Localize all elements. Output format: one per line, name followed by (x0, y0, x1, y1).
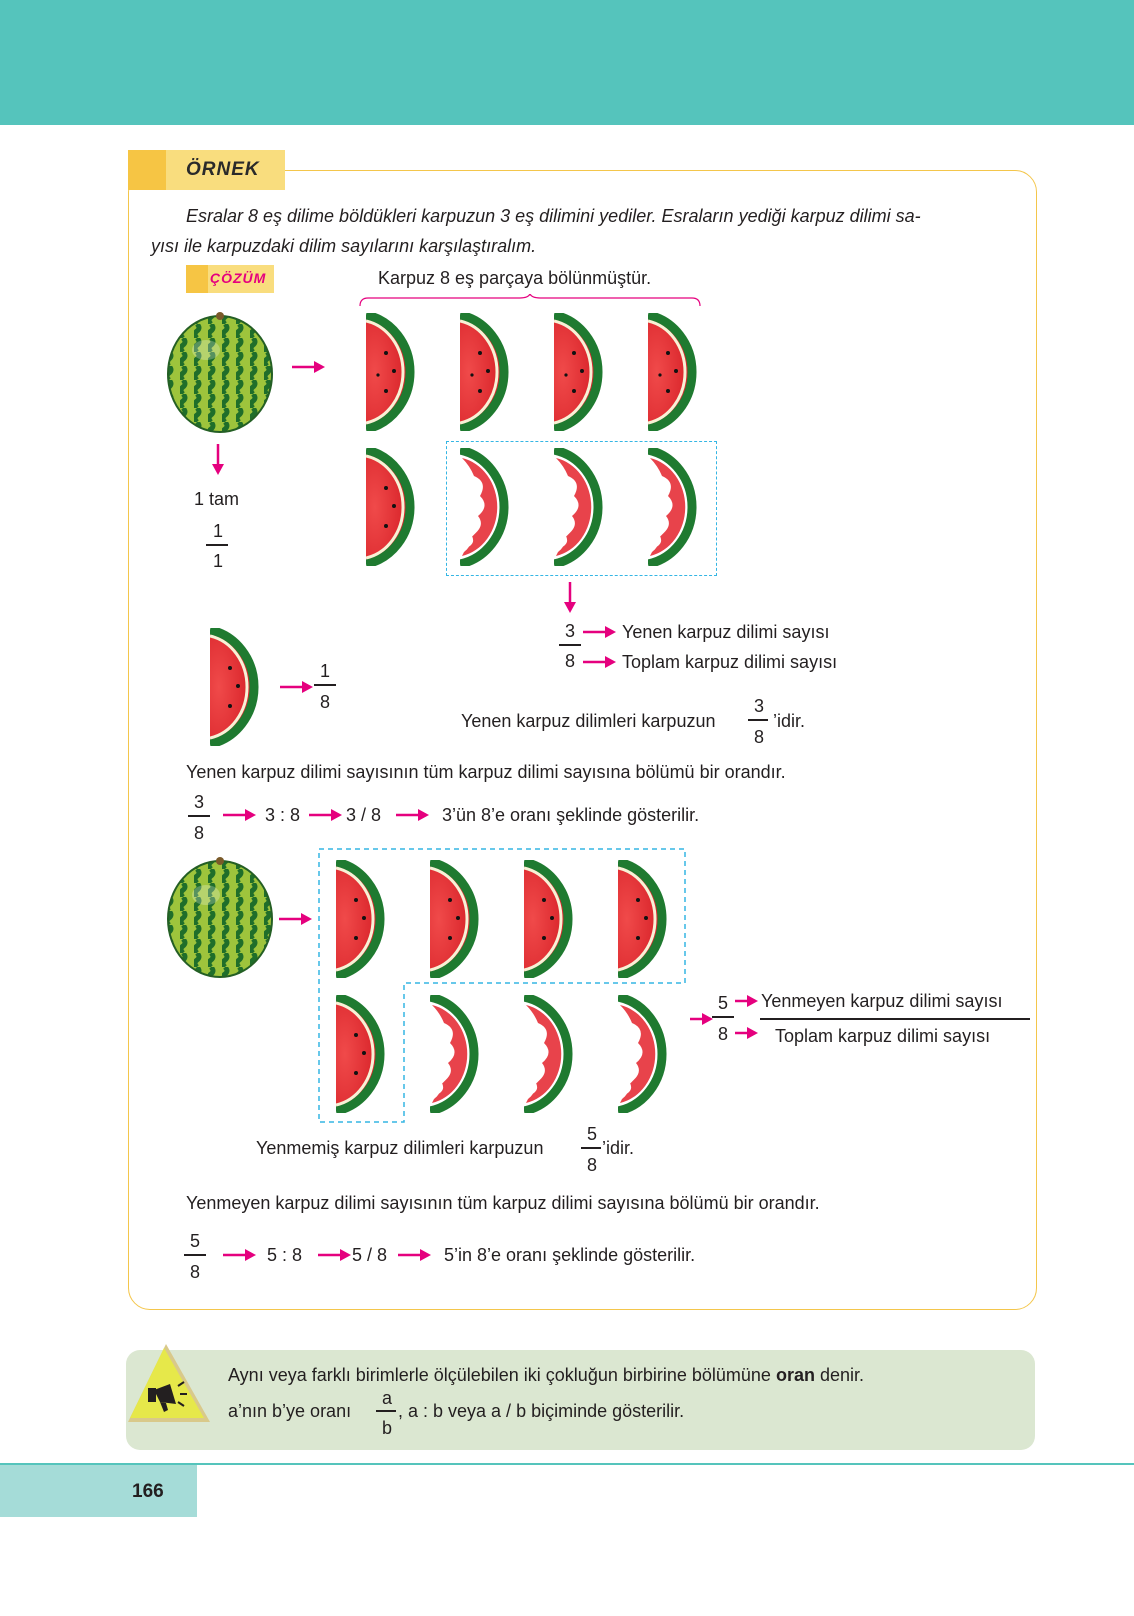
fraction-bar (581, 1147, 601, 1149)
arrow-right-icon (292, 360, 326, 374)
ratio2-colon: 5 : 8 (267, 1245, 303, 1265)
total-count-label: Toplam karpuz dilimi sayısı (622, 652, 838, 672)
watermelon-slice (336, 995, 392, 1113)
fraction-bar (748, 719, 768, 721)
note-line-1-pre: Aynı veya farklı birimlerle ölçülebilen iki çokluğun birbirine bölümüne (228, 1365, 771, 1385)
watermelon-slice (460, 313, 516, 431)
single-watermelon-slice (210, 628, 266, 746)
note-line-2-pre: a’nın b’ye oranı (228, 1401, 352, 1421)
ratio2-fraction-den: 8 (189, 1262, 200, 1282)
eaten-sentence-post: ’idir. (773, 711, 806, 731)
arrow-right-icon (280, 680, 314, 694)
top-banner (0, 0, 1134, 125)
fraction-bar (206, 544, 228, 546)
eaten-count-label: Yenen karpuz dilimi sayısı (622, 622, 830, 642)
problem-line-1: Esralar 8 eş dilime böldükleri karpuzun 3 eş dilimini yediler. Esraların yediği karpuz dilimi sa- (186, 206, 921, 226)
eaten-fraction-den: 8 (564, 651, 575, 671)
example-tag-label: ÖRNEK (186, 159, 260, 180)
fraction-bar (188, 815, 210, 817)
fraction-bar (376, 1410, 396, 1412)
page-number-tab (0, 1465, 197, 1517)
solution-tag-label: ÇÖZÜM (210, 270, 267, 286)
whole-watermelon (166, 855, 274, 979)
arrow-right-icon (583, 655, 617, 669)
uneaten-total-label: Toplam karpuz dilimi sayısı (775, 1026, 991, 1046)
brace (358, 294, 703, 310)
ratio-fraction-den: 8 (193, 823, 204, 843)
uneaten-sentence-pre: Yenmemiş karpuz dilimleri karpuzun (256, 1138, 544, 1158)
ratio2-words: 5’in 8’e oranı şeklinde gösterilir. (444, 1245, 696, 1265)
watermelon-slice (336, 860, 392, 978)
eaten-watermelon-slice (524, 995, 580, 1113)
note-line-1 (228, 1366, 864, 1384)
page-number: 166 (132, 1481, 164, 1502)
eaten-watermelon-slice (618, 995, 674, 1113)
arrow-right-icon (396, 808, 430, 822)
eaten-watermelon-slice (554, 448, 610, 566)
ratio-sentence: Yenen karpuz dilimi sayısının tüm karpuz dilimi sayısına bölümü bir orandır. (186, 762, 786, 782)
watermelon-slice (366, 448, 422, 566)
watermelon-slice (430, 860, 486, 978)
uneaten-sentence-post: ’idir. (602, 1138, 635, 1158)
uneaten-count-label: Yenmeyen karpuz dilimi sayısı (761, 991, 1003, 1011)
fraction-bar (712, 1016, 734, 1018)
arrow-right-icon (318, 1248, 352, 1262)
watermelon-slice (554, 313, 610, 431)
eaten-watermelon-slice (430, 995, 486, 1113)
watermelon-slice (366, 313, 422, 431)
eaten-sentence-pre: Yenen karpuz dilimleri karpuzun (461, 711, 716, 731)
ratio-fraction-num: 3 (193, 792, 204, 812)
uneaten-fraction-den: 8 (717, 1024, 728, 1044)
arrow-right-icon (223, 808, 257, 822)
eaten-sentence-num: 3 (753, 696, 764, 716)
fraction-bar (184, 1254, 206, 1256)
ratio-slash: 3 / 8 (346, 805, 382, 825)
note-keyword: oran (775, 1365, 815, 1385)
whole-label: 1 tam (194, 489, 240, 509)
arrow-down-icon (563, 582, 577, 614)
arrow-right-icon (735, 1026, 759, 1040)
slice-fraction-den: 8 (319, 692, 330, 712)
eaten-sentence-den: 8 (753, 727, 764, 747)
whole-fraction-num: 1 (212, 521, 223, 541)
arrow-right-icon (735, 994, 759, 1008)
uneaten-sentence-den: 8 (586, 1155, 597, 1175)
whole-fraction-den: 1 (212, 551, 223, 571)
ratio2-sentence: Yenmeyen karpuz dilimi sayısının tüm karpuz dilimi sayısına bölümü bir orandır. (186, 1193, 820, 1213)
eaten-watermelon-slice (460, 448, 516, 566)
arrow-right-icon (398, 1248, 432, 1262)
note-fraction-num: a (381, 1388, 392, 1408)
whole-watermelon (166, 310, 274, 434)
arrow-right-icon (690, 1012, 714, 1026)
arrow-down-icon (211, 444, 225, 476)
uneaten-sentence-num: 5 (586, 1124, 597, 1144)
arrow-right-icon (583, 625, 617, 639)
ratio-colon: 3 : 8 (265, 805, 301, 825)
note-line-2-post: , a : b veya a / b biçiminde gösterilir. (398, 1401, 685, 1421)
watermelon-slice (648, 313, 704, 431)
eaten-watermelon-slice (648, 448, 704, 566)
arrow-right-icon (223, 1248, 257, 1262)
uneaten-fraction-num: 5 (717, 993, 728, 1013)
fraction-bar (314, 684, 336, 686)
watermelon-slice (524, 860, 580, 978)
ratio-words: 3’ün 8’e oranı şeklinde gösterilir. (442, 805, 700, 825)
problem-line-2: yısı ile karpuzdaki dilim sayılarını karşılaştıralım. (151, 236, 537, 256)
note-line-1-post: denir. (819, 1365, 865, 1385)
arrow-right-icon (309, 808, 343, 822)
split-caption: Karpuz 8 eş parçaya bölünmüştür. (378, 268, 652, 288)
note-fraction-den: b (381, 1418, 392, 1438)
eaten-fraction-num: 3 (564, 621, 575, 641)
megaphone-icon (124, 1340, 214, 1430)
slice-fraction-num: 1 (319, 661, 330, 681)
watermelon-slice (618, 860, 674, 978)
ratio2-slash: 5 / 8 (352, 1245, 388, 1265)
fraction-bar (760, 1018, 1030, 1020)
arrow-right-icon (279, 912, 313, 926)
fraction-bar (559, 644, 581, 646)
tag-connector (285, 169, 305, 172)
ratio2-fraction-num: 5 (189, 1231, 200, 1251)
